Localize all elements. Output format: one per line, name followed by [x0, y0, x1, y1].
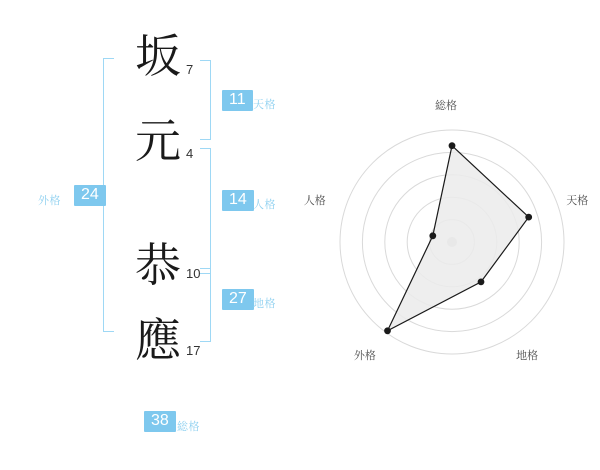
kanji-strokes-3: 10	[186, 266, 201, 281]
radar-axis-label: 総格	[435, 99, 457, 112]
kanji-char-4: 應	[135, 313, 181, 367]
radar-chart	[305, 95, 600, 395]
radar-data-point	[429, 232, 436, 239]
tenkaku-value-badge: 11	[222, 90, 253, 111]
jinkaku-value-badge: 14	[222, 190, 254, 211]
soukaku-value-label: 総格	[177, 420, 200, 433]
kanji-char-2: 元	[135, 114, 181, 168]
tenkaku-bracket	[200, 60, 211, 140]
jinkaku-value-label: 人格	[253, 198, 276, 211]
kanji-strokes-2: 4	[186, 146, 194, 161]
radar-data-polygon	[388, 146, 529, 331]
radar-axis-label: 人格	[303, 194, 326, 208]
kanji-strokes-1: 7	[186, 62, 194, 77]
radar-data-point	[525, 214, 532, 221]
chikaku-value-label: 地格	[253, 297, 276, 310]
radar-axis-label: 外格	[353, 348, 376, 362]
outer-value-label: 外格	[38, 194, 61, 207]
tenkaku-value-label: 天格	[253, 98, 276, 111]
radar-axis-label: 地格	[516, 348, 539, 362]
kanji-strokes-4: 17	[186, 343, 201, 358]
outer-value-badge: 24	[74, 185, 106, 206]
radar-data-point	[449, 142, 456, 149]
radar-data-point	[384, 327, 391, 334]
chikaku-bracket	[200, 268, 211, 342]
jinkaku-bracket	[200, 148, 211, 274]
soukaku-value-badge: 38	[144, 411, 176, 432]
radar-data-point	[478, 279, 485, 286]
radar-chart-svg	[305, 95, 600, 395]
chikaku-value-badge: 27	[222, 289, 254, 310]
kanji-char-1: 坂	[135, 29, 181, 83]
kanji-char-3: 恭	[135, 238, 181, 292]
radar-axis-label: 天格	[566, 194, 589, 208]
